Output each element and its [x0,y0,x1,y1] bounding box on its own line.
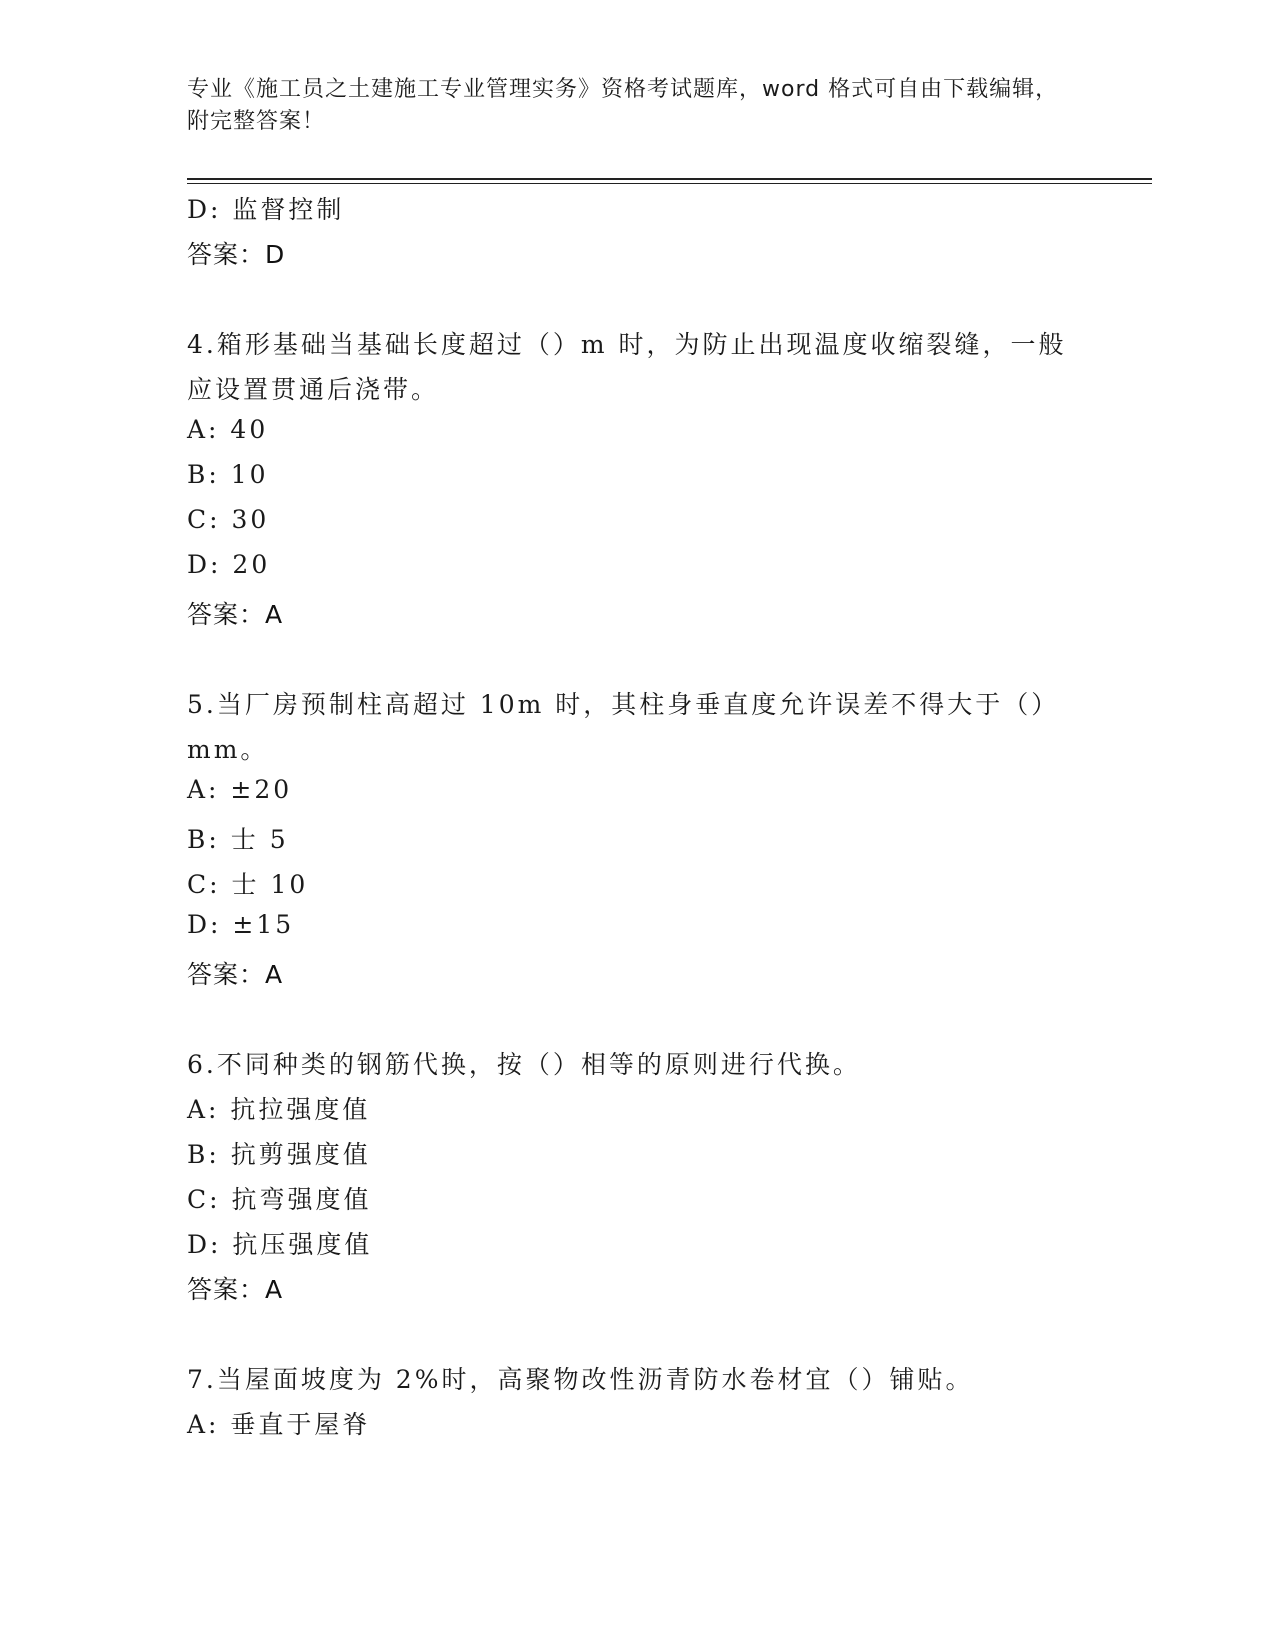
q5-option-b: B: 士 5 [187,825,289,854]
q7-option-a: A: 垂直于屋脊 [187,1410,371,1439]
q6-option-b: B: 抗剪强度值 [187,1140,371,1169]
q5-option-d: D: ±15 [187,910,295,939]
q3-option-d: D: 监督控制 [187,195,345,224]
q5-stem-line1: 5.当厂房预制柱高超过 10m 时，其柱身垂直度允许误差不得大于（） [187,690,1060,719]
q4-option-a: A: 40 [187,415,269,444]
q3-answer: 答案：D [187,240,286,269]
q4-option-d: D: 20 [187,550,271,579]
document-header: 专业《施工员之土建施工专业管理实务》资格考试题库，word 格式可自由下载编辑，附完整答案！ [187,77,1059,134]
q4-option-b: B: 10 [187,460,269,489]
q5-stem-line2: mm。 [187,735,269,764]
q6-answer: 答案：A [187,1275,284,1304]
q6-option-d: D: 抗压强度值 [187,1230,373,1259]
q4-option-c: C: 30 [187,505,270,534]
q4-answer: 答案：A [187,600,284,629]
q5-option-c: C: 士 10 [187,870,309,899]
q6-option-a: A: 抗拉强度值 [187,1095,371,1124]
q6-stem-line1: 6.不同种类的钢筋代换，按（）相等的原则进行代换。 [187,1050,861,1079]
q5-option-a: A: ±20 [187,775,293,804]
header-divider-thin [187,183,1152,184]
header-divider-thick [187,178,1152,180]
q7-stem-line1: 7.当屋面坡度为 2%时，高聚物改性沥青防水卷材宜（）铺贴。 [187,1365,974,1394]
q4-stem-line1: 4.箱形基础当基础长度超过（）m 时，为防止出现温度收缩裂缝，一般 [187,330,1067,359]
q6-option-c: C: 抗弯强度值 [187,1185,372,1214]
q5-answer: 答案：A [187,960,284,989]
q4-stem-line2: 应设置贯通后浇带。 [187,375,440,404]
